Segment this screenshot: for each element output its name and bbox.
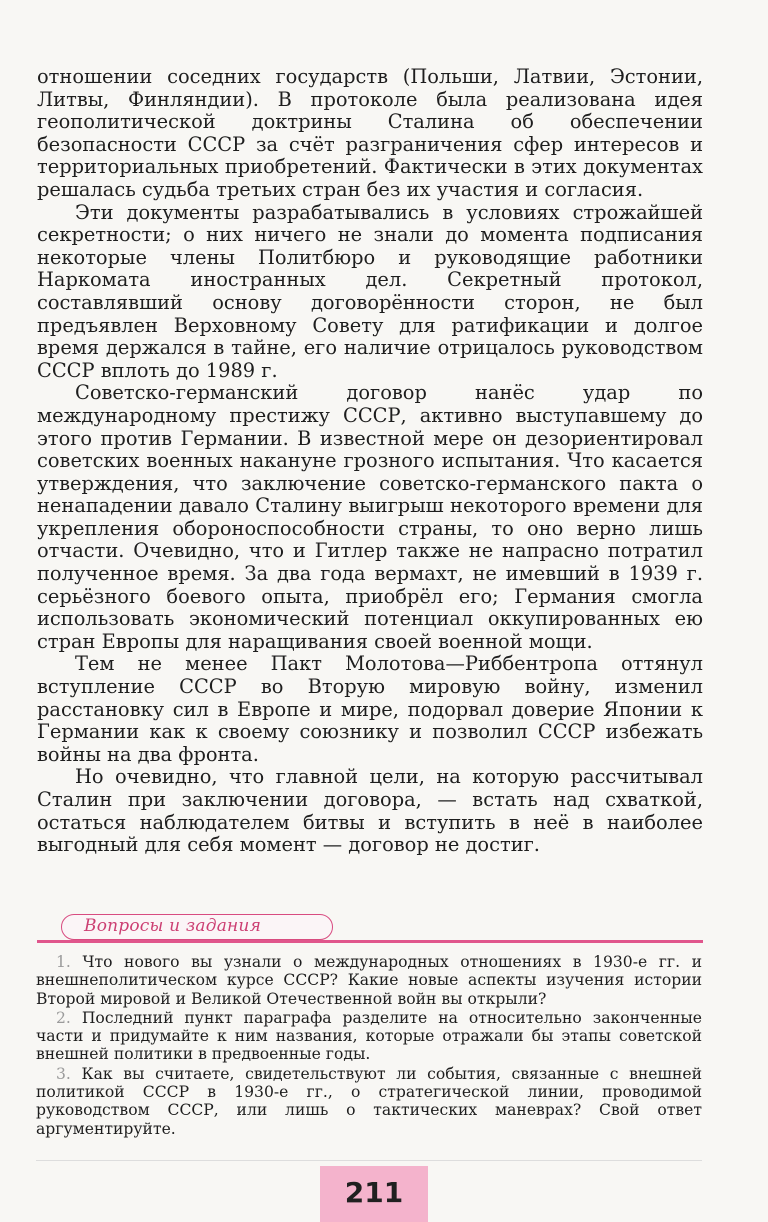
- question-text: Как вы считаете, свидетельствуют ли события, связанные с внешней политикой СССР в 1930-е гг., о стратегической линии, проводимой руководством СССР, или лишь о тактических маневрах? Свой ответ аргументируйте.: [36, 1064, 702, 1138]
- questions-divider: [37, 940, 703, 943]
- question-item: [36, 1009, 702, 1064]
- questions-header: [37, 910, 703, 950]
- paragraph-3: Советско-германский договор нанёс удар по международному престижу СССР, активно выступавшему до этого против Германии. В известной мере он дезориентировал советских военных накануне грозного испытания. Что касается утверждения, что заключение советско-германского пакта о ненападении давало Сталину выигрыш некоторого времени для укрепления обороноспособности страны, то оно верно лишь отчасти. Очевидно, что и Гитлер также не напрасно потратил полученное время. За два года вермахт, не имевший в 1939 г. серьёзного боевого опыта, приобрёл его; Германия смогла использовать экономический потенциал оккупированных ею стран Европы для наращивания своей военной мощи.: [37, 381, 703, 653]
- page-number: 211: [344, 1176, 404, 1209]
- footer-divider: [36, 1160, 702, 1161]
- paragraph-2: Эти документы разрабатывались в условиях строжайшей секретности; о них ничего не знали до момента подписания некоторые члены Политбюро и руководящие работники Наркомата иностранных дел. Секретный протокол, составлявший основу договорённости сторон, не был предъявлен Верховному Совету для ратификации и долгое время держался в тайне, его наличие отрицалось руководством СССР вплоть до 1989 г.: [37, 200, 703, 382]
- questions-list: [36, 953, 702, 1139]
- questions-title: Вопросы и задания: [84, 916, 262, 936]
- question-text: Последний пункт параграфа разделите на относительно законченные части и придумайте к ним названия, которые отражали бы этапы советской внешней политики в предвоенные годы.: [36, 1008, 702, 1064]
- main-text: [37, 66, 703, 857]
- paragraph-5: Но очевидно, что главной цели, на которую рассчитывал Сталин при заключении договора, — встать над схваткой, остаться наблюдателем битвы и вступить в неё в наиболее выгодный для себя момент — договор не достиг.: [37, 765, 703, 857]
- question-item: [36, 1065, 702, 1138]
- question-number: 3.: [56, 1064, 71, 1083]
- page-number-box: [320, 1166, 428, 1222]
- paragraph-4: Тем не менее Пакт Молотова—Риббентропа оттянул вступление СССР во Вторую мировую войну, изменил расстановку сил в Европе и мире, подорвал доверие Японии к Германии как к своему союзнику и позволил СССР избежать войны на два фронта.: [37, 652, 703, 766]
- questions-title-badge: [61, 914, 333, 940]
- question-item: [36, 953, 702, 1008]
- paragraph-1: отношении соседних государств (Польши, Латвии, Эстонии, Литвы, Финляндии). В протоколе была реализована идея геополитической доктрины Сталина об обеспечении безопасности СССР за счёт разграничения сфер интересов и территориальных приобретений. Фактически в этих документах решалась судьба третьих стран без их участия и согласия.: [37, 65, 703, 201]
- question-number: 2.: [56, 1008, 71, 1027]
- question-number: 1.: [56, 953, 71, 971]
- question-text: Что нового вы узнали о международных отношениях в 1930-е гг. и внешнеполитическом курсе СССР? Какие новые аспекты изучения истории Второй мировой и Великой Отечественной войн вы открыли?: [36, 953, 702, 1008]
